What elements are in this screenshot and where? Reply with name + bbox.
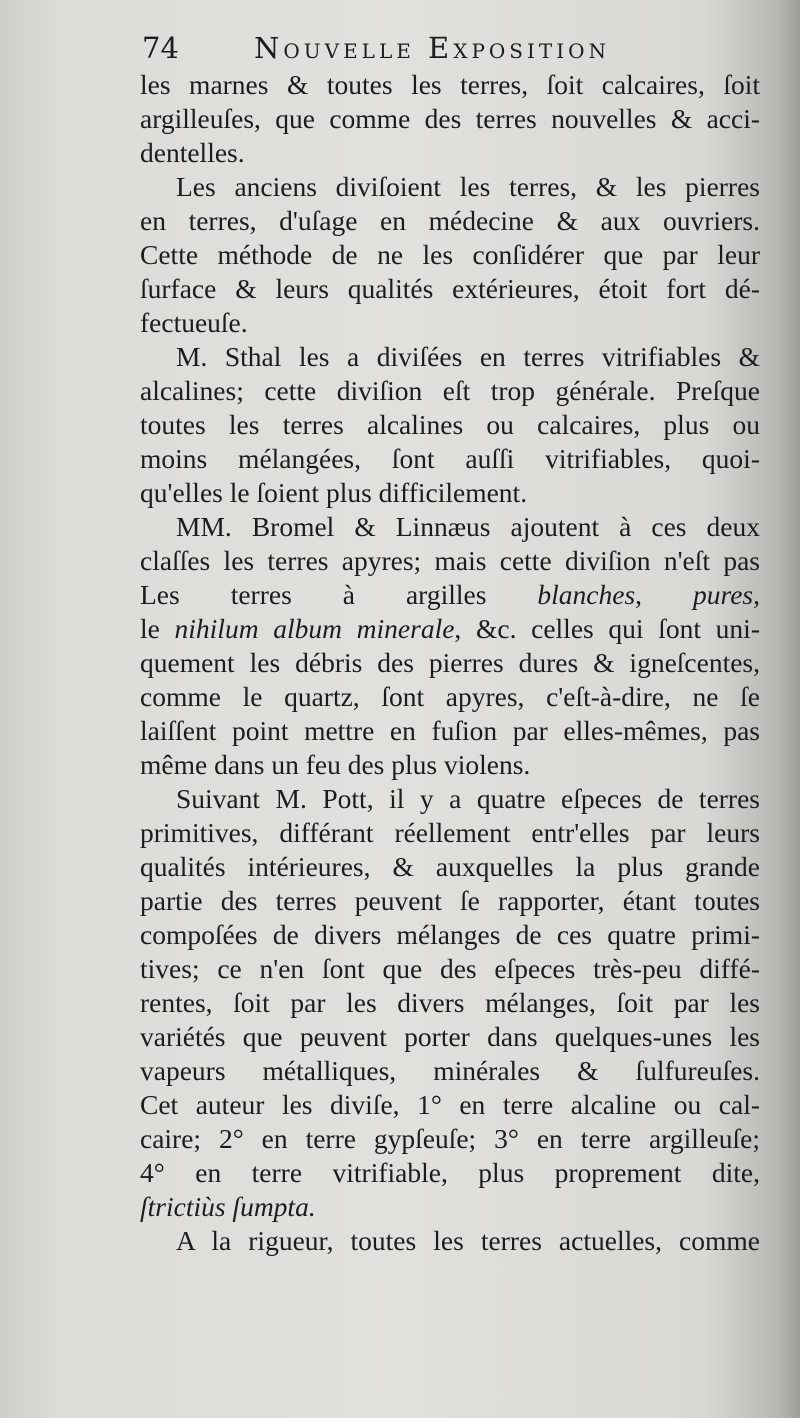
text-line: le nihilum album minerale, &c. celles qui ſont uni- [140, 613, 760, 644]
text-line: les marnes & toutes les terres, ſoit calcaires, ſoit [140, 69, 760, 100]
text-line: quement les débris des pierres dures & igneſcentes, [140, 647, 760, 678]
text-line: tives; ce n'en ſont que des eſpeces très-peu diffé- [140, 953, 760, 984]
text-line: moins mélangées, ſont auſſi vitrifiables, quoi- [140, 443, 760, 474]
text-line: comme le quartz, ſont apyres, c'eſt-à-dire, ne ſe [140, 681, 760, 712]
text-line: Les terres à argilles blanches, pures, [140, 579, 760, 610]
text-line: ſtrictiùs ſumpta. [140, 1191, 316, 1222]
text-line: laiſſent point mettre en fuſion par elles-mêmes, pas [140, 715, 760, 746]
text-line: alcalines; cette diviſion eſt trop générale. Preſque [140, 375, 760, 406]
text-line: même dans un feu des plus violens. [140, 749, 531, 780]
text-line: Cette méthode de ne les conſidérer que par leur [140, 239, 760, 270]
text-line: qu'elles le ſoient plus difficilement. [140, 477, 528, 508]
text-line: A la rigueur, toutes les terres actuelles, comme [176, 1225, 760, 1256]
italic-term: pures [693, 579, 754, 610]
text-line: compoſées de divers mélanges de ces quatre primi- [140, 919, 760, 950]
text-line: toutes les terres alcalines ou calcaires, plus ou [140, 409, 760, 440]
text-line: partie des terres peuvent ſe rapporter, étant toutes [140, 885, 760, 916]
text-line: vapeurs métalliques, minérales & ſulfureuſes. [140, 1055, 760, 1086]
text-line: rentes, ſoit par les divers mélanges, ſoit par les [140, 987, 760, 1018]
text-line: Cet auteur les diviſe, 1° en terre alcaline ou cal- [140, 1089, 760, 1120]
text-line: Les anciens diviſoient les terres, & les pierres [176, 171, 760, 202]
italic-term: nihilum album minerale [174, 613, 455, 644]
text-line: primitives, différant réellement entr'elles par leurs [140, 817, 760, 848]
text-line: ſurface & leurs qualités extérieures, étoit fort dé- [140, 273, 760, 304]
text-line: variétés que peuvent porter dans quelques-unes les [140, 1021, 760, 1052]
text-line: M. Sthal les a diviſées en terres vitrifiables & [176, 341, 760, 372]
text-line: dentelles. [140, 137, 245, 168]
text-line: Suivant M. Pott, il y a quatre eſpeces de terres [176, 783, 760, 814]
text-line: caire; 2° en terre gypſeuſe; 3° en terre argilleuſe; [140, 1123, 760, 1154]
body-text [140, 68, 760, 1258]
page-number: 74 [142, 31, 179, 65]
text-line: qualités intérieures, & auxquelles la plus grande [140, 851, 760, 882]
text-line: en terres, d'uſage en médecine & aux ouvriers. [140, 205, 760, 236]
text-line: MM. Bromel & Linnæus ajoutent à ces deux [176, 511, 760, 542]
page-header [142, 28, 762, 68]
text-line: claſſes les terres apyres; mais cette diviſion n'eſt pas [140, 545, 760, 576]
running-title: Nouvelle Exposition [254, 31, 611, 65]
text-line: 4° en terre vitrifiable, plus proprement dite, [140, 1157, 760, 1188]
text-line: argilleuſes, que comme des terres nouvelles & acci- [140, 103, 760, 134]
text-line: fectueuſe. [140, 307, 248, 338]
italic-term: blanches [537, 579, 636, 610]
